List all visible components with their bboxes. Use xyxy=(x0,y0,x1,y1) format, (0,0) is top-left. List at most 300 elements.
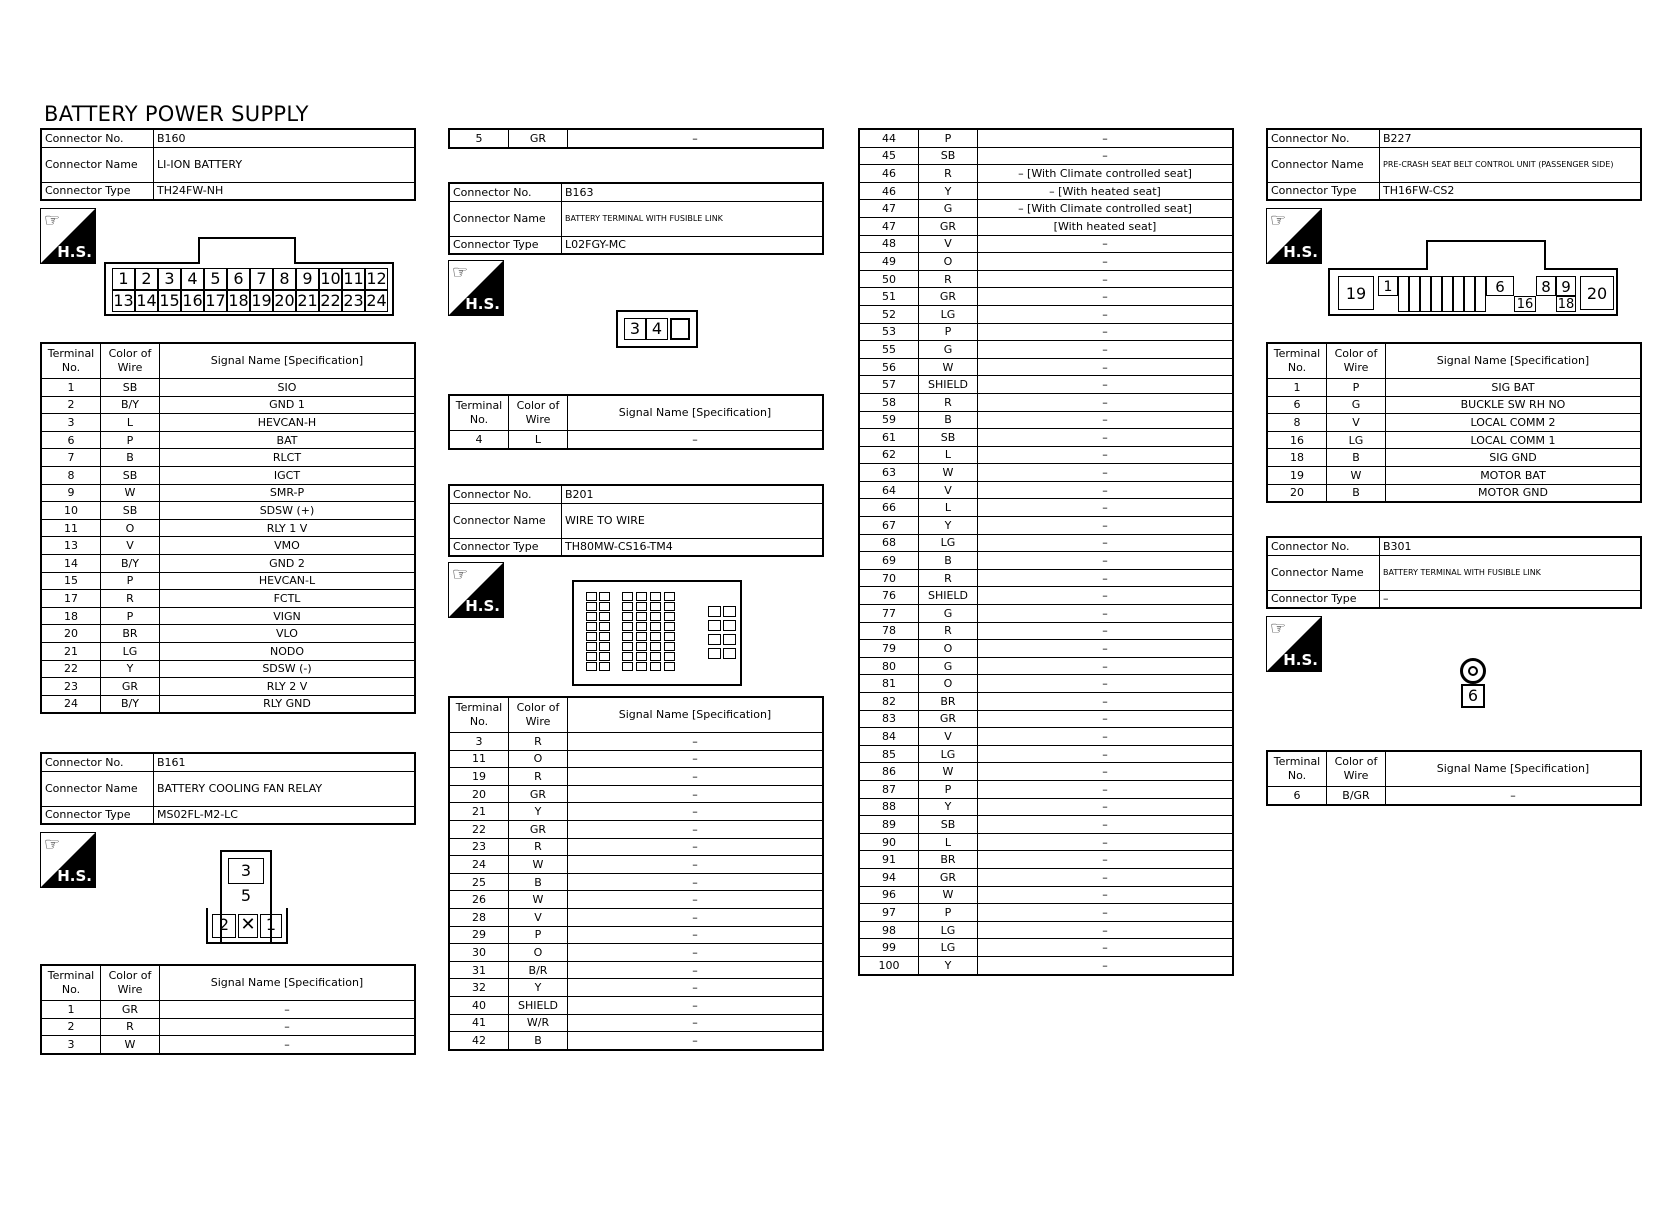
table-row xyxy=(449,891,823,909)
wire-color-cell: GR xyxy=(509,820,568,838)
connector-no-value: B301 xyxy=(1380,537,1642,555)
cavity xyxy=(650,642,661,651)
terminal-table-b160 xyxy=(40,342,416,714)
signal-name-cell: – xyxy=(978,622,1234,640)
terminal-no-cell: 47 xyxy=(859,200,919,218)
wire-color-cell: R xyxy=(919,622,978,640)
wire-color-cell: L xyxy=(919,833,978,851)
table-row xyxy=(859,728,1233,746)
table-row xyxy=(449,873,823,891)
signal-name-cell: SIG BAT xyxy=(1386,379,1642,397)
signal-name-cell: SIG GND xyxy=(1386,449,1642,467)
signal-name-cell: – [With heated seat] xyxy=(978,182,1234,200)
cavity xyxy=(1442,276,1453,312)
pin-18: 18 xyxy=(228,291,249,310)
terminal-no-cell: 24 xyxy=(449,856,509,874)
connector-b301-info xyxy=(1266,536,1642,609)
table-row xyxy=(859,587,1233,605)
pin-7: 7 xyxy=(250,268,273,290)
wire-color-cell: SB xyxy=(101,502,160,520)
terminal-no-cell: 52 xyxy=(859,305,919,323)
terminal-no-cell: 15 xyxy=(41,572,101,590)
signal-name-cell: HEVCAN-H xyxy=(160,414,416,432)
signal-name-cell: – xyxy=(978,534,1234,552)
table-row xyxy=(449,838,823,856)
terminal-no-cell: 25 xyxy=(449,873,509,891)
pin-3: 3 xyxy=(228,858,264,884)
signal-name-cell: – xyxy=(160,1018,416,1036)
wire-color-cell: Y xyxy=(919,956,978,974)
table-row xyxy=(41,625,415,643)
table-row xyxy=(859,517,1233,535)
label-connector-type: Connector Type xyxy=(1267,182,1380,200)
table-row xyxy=(859,780,1233,798)
connector-no-value: B160 xyxy=(154,129,416,147)
terminal-no-cell: 17 xyxy=(41,590,101,608)
header-signal-name: Signal Name [Specification] xyxy=(160,965,416,1001)
terminal-no-cell: 10 xyxy=(41,502,101,520)
cavity xyxy=(586,642,597,651)
terminal-no-cell: 46 xyxy=(859,165,919,183)
terminal-no-cell: 14 xyxy=(41,554,101,572)
connector-type-value: – xyxy=(1380,590,1642,608)
wire-color-cell: W xyxy=(919,886,978,904)
connector-hand-icon: ☞ xyxy=(44,834,61,855)
label-connector-type: Connector Type xyxy=(41,806,154,824)
signal-name-cell: – [With Climate controlled seat] xyxy=(978,200,1234,218)
wire-color-cell: W xyxy=(509,891,568,909)
label-connector-no: Connector No. xyxy=(449,183,562,201)
signal-name-cell: – xyxy=(1386,787,1642,805)
wire-color-cell: B xyxy=(509,1032,568,1050)
table-row xyxy=(41,396,415,414)
signal-name-cell: – xyxy=(978,411,1234,429)
terminal-no-cell: 5 xyxy=(449,129,509,148)
signal-name-cell: – xyxy=(568,431,824,449)
terminal-no-cell: 81 xyxy=(859,675,919,693)
cavity xyxy=(664,662,675,671)
signal-name-cell: [With heated seat] xyxy=(978,217,1234,235)
signal-name-cell: – xyxy=(568,961,824,979)
pin-12: 12 xyxy=(366,269,387,288)
wire-color-cell: G xyxy=(1327,396,1386,414)
terminal-no-cell: 47 xyxy=(859,217,919,235)
cavity xyxy=(723,606,736,617)
terminal-no-cell: 3 xyxy=(449,733,509,751)
pin-19: 19 xyxy=(251,291,272,310)
terminal-table-b163 xyxy=(448,394,824,450)
wire-color-cell: W/R xyxy=(509,1014,568,1032)
wire-color-cell: R xyxy=(919,165,978,183)
terminal-no-cell: 78 xyxy=(859,622,919,640)
wire-color-cell: O xyxy=(919,640,978,658)
signal-name-cell: RLY GND xyxy=(160,695,416,713)
table-row xyxy=(859,851,1233,869)
connector-hand-icon: ☞ xyxy=(452,262,469,283)
wire-color-cell: P xyxy=(919,904,978,922)
signal-name-cell: – xyxy=(568,803,824,821)
signal-name-cell: SMR-P xyxy=(160,484,416,502)
blank-pin-cross-icon: ✕ xyxy=(238,914,258,938)
signal-name-cell: – xyxy=(978,147,1234,165)
signal-name-cell: – xyxy=(978,956,1234,974)
table-row xyxy=(859,305,1233,323)
connector-no-value: B161 xyxy=(154,753,416,771)
signal-name-cell: LOCAL COMM 2 xyxy=(1386,414,1642,432)
header-signal-name: Signal Name [Specification] xyxy=(568,697,824,733)
cavity xyxy=(664,592,675,601)
terminal-no-cell: 41 xyxy=(449,1014,509,1032)
table-row xyxy=(1267,449,1641,467)
table-row xyxy=(449,979,823,997)
cavity xyxy=(622,592,633,601)
wire-color-cell: B xyxy=(1327,449,1386,467)
pin-8: 8 xyxy=(1536,276,1556,296)
terminal-no-cell: 57 xyxy=(859,376,919,394)
pin-8: 8 xyxy=(273,268,296,290)
cavity xyxy=(586,602,597,611)
terminal-table-continued xyxy=(448,128,824,149)
signal-name-cell: – xyxy=(978,253,1234,271)
terminal-no-cell: 77 xyxy=(859,605,919,623)
signal-name-cell: – xyxy=(978,376,1234,394)
wire-color-cell: LG xyxy=(919,939,978,957)
table-row xyxy=(859,446,1233,464)
cavity xyxy=(1453,276,1464,312)
wire-color-cell: O xyxy=(101,519,160,537)
cavity xyxy=(622,622,633,631)
signal-name-cell: BUCKLE SW RH NO xyxy=(1386,396,1642,414)
cavity xyxy=(599,642,610,651)
wire-color-cell: GR xyxy=(919,288,978,306)
terminal-no-cell: 44 xyxy=(859,129,919,147)
signal-name-cell: GND 2 xyxy=(160,554,416,572)
connector-type-value: L02FGY-MC xyxy=(562,236,824,254)
cavity xyxy=(636,592,647,601)
cavity xyxy=(1420,276,1431,312)
label-connector-type: Connector Type xyxy=(449,236,562,254)
terminal-no-cell: 67 xyxy=(859,517,919,535)
signal-name-cell: – xyxy=(978,552,1234,570)
cavity xyxy=(599,602,610,611)
terminal-no-cell: 96 xyxy=(859,886,919,904)
table-row xyxy=(859,939,1233,957)
table-row xyxy=(859,640,1233,658)
table-row xyxy=(1267,431,1641,449)
signal-name-cell: BAT xyxy=(160,431,416,449)
harness-side-icon xyxy=(40,208,96,264)
wire-color-cell: SB xyxy=(919,816,978,834)
cavity xyxy=(599,632,610,641)
cavity xyxy=(622,662,633,671)
table-row xyxy=(859,411,1233,429)
pin-4: 4 xyxy=(646,318,668,340)
wire-color-cell: V xyxy=(509,908,568,926)
table-row xyxy=(41,1001,415,1019)
cavity xyxy=(586,612,597,621)
label-connector-name: Connector Name xyxy=(1267,555,1380,590)
connector-hand-icon: ☞ xyxy=(1270,210,1287,231)
pin-14: 14 xyxy=(136,291,157,310)
pin-1: 1 xyxy=(1378,276,1398,296)
terminal-no-cell: 29 xyxy=(449,926,509,944)
connector-name-value: LI-ION BATTERY xyxy=(154,147,416,182)
table-row xyxy=(859,675,1233,693)
hs-label: H.S. xyxy=(1283,243,1318,261)
terminal-no-cell: 51 xyxy=(859,288,919,306)
terminal-no-cell: 82 xyxy=(859,693,919,711)
signal-name-cell: – xyxy=(978,235,1234,253)
terminal-no-cell: 40 xyxy=(449,996,509,1014)
signal-name-cell: – xyxy=(568,891,824,909)
cavity xyxy=(1475,276,1486,312)
terminal-table-b201-part2 xyxy=(858,128,1234,976)
cavity xyxy=(723,634,736,645)
label-connector-name: Connector Name xyxy=(449,201,562,236)
cavity xyxy=(650,602,661,611)
connector-hand-icon: ☞ xyxy=(452,564,469,585)
table-row xyxy=(859,464,1233,482)
header-signal-name: Signal Name [Specification] xyxy=(160,343,416,379)
signal-name-cell: – xyxy=(568,750,824,768)
table-row xyxy=(859,534,1233,552)
wire-color-cell: LG xyxy=(919,921,978,939)
pin-9: 9 xyxy=(296,268,319,290)
header-signal-name: Signal Name [Specification] xyxy=(1386,343,1642,379)
label-connector-name: Connector Name xyxy=(449,503,562,538)
wire-color-cell: O xyxy=(919,253,978,271)
wire-color-cell: L xyxy=(509,431,568,449)
wire-color-cell: L xyxy=(101,414,160,432)
pin-22: 22 xyxy=(320,291,341,310)
table-row xyxy=(449,1032,823,1050)
terminal-no-cell: 66 xyxy=(859,499,919,517)
connector-b160-info xyxy=(40,128,416,201)
wire-color-cell: SB xyxy=(919,429,978,447)
terminal-no-cell: 24 xyxy=(41,695,101,713)
signal-name-cell: – xyxy=(978,675,1234,693)
cavity xyxy=(636,632,647,641)
table-row xyxy=(41,519,415,537)
pin-13: 13 xyxy=(113,291,134,310)
cavity xyxy=(650,592,661,601)
pin-3: 3 xyxy=(624,318,646,340)
terminal-table-b201-part1 xyxy=(448,696,824,1051)
cavity xyxy=(599,612,610,621)
table-row xyxy=(859,323,1233,341)
signal-name-cell: – xyxy=(978,270,1234,288)
pin-10: 10 xyxy=(320,269,341,288)
table-row xyxy=(41,379,415,397)
wire-color-cell: W xyxy=(919,763,978,781)
signal-name-cell: – xyxy=(978,429,1234,447)
wire-color-cell: SHIELD xyxy=(919,587,978,605)
cavity xyxy=(636,642,647,651)
signal-name-cell: VIGN xyxy=(160,607,416,625)
wire-color-cell: P xyxy=(509,926,568,944)
signal-name-cell: – xyxy=(978,358,1234,376)
pin-2: 2 xyxy=(212,914,236,938)
header-terminal-no: Terminal No. xyxy=(1267,343,1327,379)
wire-color-cell: G xyxy=(919,341,978,359)
table-row xyxy=(859,798,1233,816)
terminal-no-cell: 55 xyxy=(859,341,919,359)
cavity xyxy=(650,632,661,641)
wire-color-cell: B xyxy=(1327,484,1386,502)
connector-hand-icon: ☞ xyxy=(1270,618,1287,639)
terminal-no-cell: 100 xyxy=(859,956,919,974)
table-row xyxy=(859,481,1233,499)
wire-color-cell: Y xyxy=(509,803,568,821)
signal-name-cell: – xyxy=(568,768,824,786)
table-row xyxy=(41,449,415,467)
terminal-no-cell: 6 xyxy=(1267,787,1327,805)
signal-name-cell: – xyxy=(568,785,824,803)
wire-color-cell: LG xyxy=(1327,431,1386,449)
harness-side-icon xyxy=(40,832,96,888)
cavity xyxy=(636,602,647,611)
signal-name-cell: – xyxy=(978,833,1234,851)
wire-color-cell: LG xyxy=(101,642,160,660)
terminal-no-cell: 62 xyxy=(859,446,919,464)
table-row xyxy=(859,129,1233,147)
table-row xyxy=(449,768,823,786)
signal-name-cell: – xyxy=(978,868,1234,886)
wire-color-cell: V xyxy=(101,537,160,555)
signal-name-cell: – xyxy=(978,587,1234,605)
pin-4: 4 xyxy=(181,268,204,290)
table-row xyxy=(859,288,1233,306)
wire-color-cell: W xyxy=(509,856,568,874)
wire-color-cell: G xyxy=(919,605,978,623)
table-row xyxy=(859,605,1233,623)
terminal-no-cell: 56 xyxy=(859,358,919,376)
signal-name-cell: VLO xyxy=(160,625,416,643)
table-row xyxy=(859,393,1233,411)
label-connector-type: Connector Type xyxy=(41,182,154,200)
table-row xyxy=(41,1036,415,1054)
pin-5: 5 xyxy=(240,886,252,905)
pin-9: 9 xyxy=(1556,276,1576,296)
terminal-no-cell: 70 xyxy=(859,569,919,587)
terminal-no-cell: 90 xyxy=(859,833,919,851)
terminal-no-cell: 20 xyxy=(41,625,101,643)
signal-name-cell: – xyxy=(568,838,824,856)
pin-5: 5 xyxy=(204,268,227,290)
table-row xyxy=(859,904,1233,922)
table-row xyxy=(859,569,1233,587)
cavity xyxy=(599,622,610,631)
header-terminal-no: Terminal No. xyxy=(449,697,509,733)
connector-type-value: MS02FL-M2-LC xyxy=(154,806,416,824)
pin-15: 15 xyxy=(159,291,180,310)
header-terminal-no: Terminal No. xyxy=(41,965,101,1001)
wire-color-cell: GR xyxy=(101,1001,160,1019)
terminal-no-cell: 18 xyxy=(41,607,101,625)
table-row xyxy=(1267,396,1641,414)
terminal-no-cell: 19 xyxy=(449,768,509,786)
signal-name-cell: – xyxy=(978,323,1234,341)
terminal-no-cell: 59 xyxy=(859,411,919,429)
wire-color-cell: R xyxy=(101,1018,160,1036)
signal-name-cell: NODO xyxy=(160,642,416,660)
cavity xyxy=(636,662,647,671)
wire-color-cell: W xyxy=(101,484,160,502)
wire-color-cell: R xyxy=(509,768,568,786)
pin-24: 24 xyxy=(366,291,387,310)
signal-name-cell: – xyxy=(978,939,1234,957)
terminal-no-cell: 8 xyxy=(1267,414,1327,432)
cavity xyxy=(664,642,675,651)
terminal-no-cell: 69 xyxy=(859,552,919,570)
cavity xyxy=(586,652,597,661)
wire-color-cell: Y xyxy=(919,182,978,200)
table-row xyxy=(859,147,1233,165)
terminal-no-cell: 28 xyxy=(449,908,509,926)
signal-name-cell: – xyxy=(568,129,824,148)
signal-name-cell: LOCAL COMM 1 xyxy=(1386,431,1642,449)
table-row xyxy=(1267,484,1641,502)
wire-color-cell: V xyxy=(919,481,978,499)
harness-side-icon xyxy=(448,260,504,316)
signal-name-cell: – xyxy=(978,129,1234,147)
wire-color-cell: GR xyxy=(919,710,978,728)
wire-color-cell: B xyxy=(919,411,978,429)
signal-name-cell: – xyxy=(568,926,824,944)
terminal-no-cell: 79 xyxy=(859,640,919,658)
table-row xyxy=(41,572,415,590)
page-title: BATTERY POWER SUPPLY xyxy=(44,102,309,126)
table-row xyxy=(449,431,823,449)
signal-name-cell: IGCT xyxy=(160,466,416,484)
pin-16: 16 xyxy=(1514,296,1536,312)
cavity xyxy=(664,622,675,631)
header-terminal-no: Terminal No. xyxy=(1267,751,1327,787)
signal-name-cell: – xyxy=(978,499,1234,517)
table-row xyxy=(449,996,823,1014)
signal-name-cell: – xyxy=(978,816,1234,834)
table-row xyxy=(859,253,1233,271)
header-color-of-wire: Color of Wire xyxy=(509,697,568,733)
pin-3: 3 xyxy=(158,268,181,290)
signal-name-cell: – xyxy=(978,341,1234,359)
signal-name-cell: – xyxy=(978,728,1234,746)
wire-color-cell: W xyxy=(919,464,978,482)
ring-terminal-icon xyxy=(1460,658,1486,684)
header-terminal-no: Terminal No. xyxy=(449,395,509,431)
connector-type-value: TH24FW-NH xyxy=(154,182,416,200)
signal-name-cell: – xyxy=(568,908,824,926)
pin-23: 23 xyxy=(343,291,364,310)
terminal-no-cell: 6 xyxy=(1267,396,1327,414)
wire-color-cell: W xyxy=(101,1036,160,1054)
terminal-no-cell: 53 xyxy=(859,323,919,341)
table-row xyxy=(41,466,415,484)
terminal-no-cell: 91 xyxy=(859,851,919,869)
wire-color-cell: Y xyxy=(919,517,978,535)
wire-color-cell: L xyxy=(919,499,978,517)
wire-color-cell: B/R xyxy=(509,961,568,979)
signal-name-cell: – xyxy=(978,745,1234,763)
table-row xyxy=(1267,414,1641,432)
terminal-no-cell: 68 xyxy=(859,534,919,552)
cavity xyxy=(586,632,597,641)
connector-b227-face xyxy=(1328,268,1618,316)
wire-color-cell: V xyxy=(1327,414,1386,432)
connector-b161-info xyxy=(40,752,416,825)
wire-color-cell: L xyxy=(919,446,978,464)
terminal-no-cell: 2 xyxy=(41,396,101,414)
